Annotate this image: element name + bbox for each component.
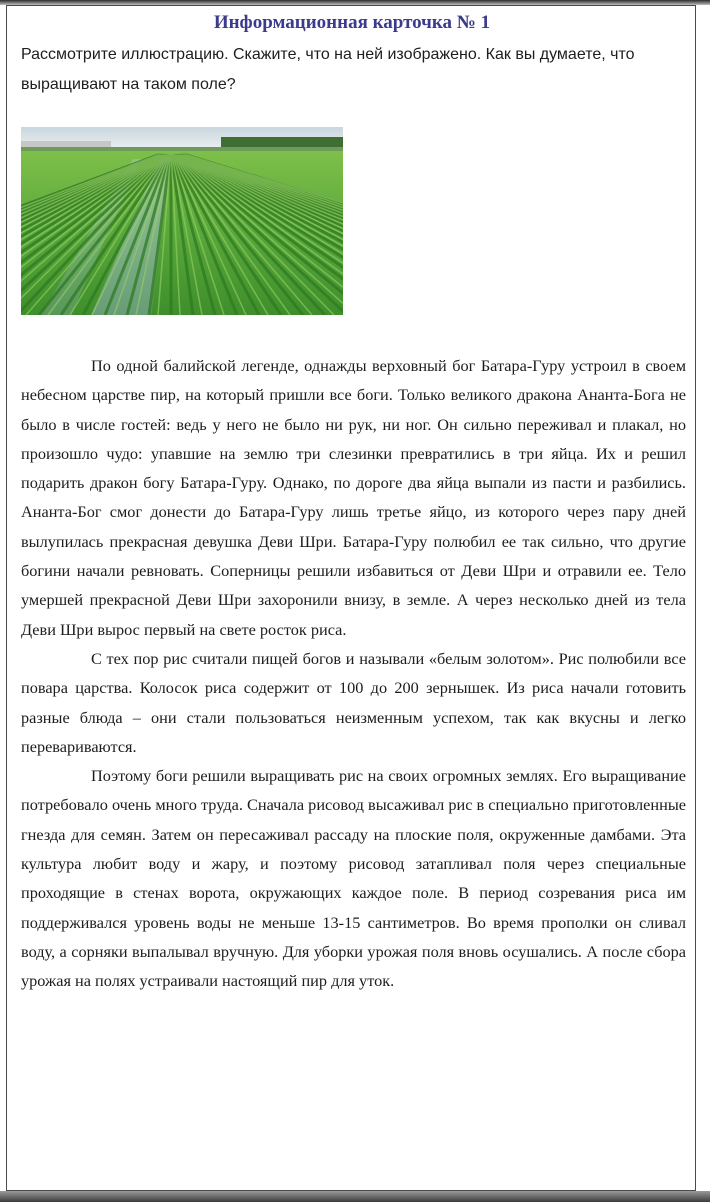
paragraph-cultivation: Поэтому боги решили выращивать рис на своих огромных землях. Его выращивание потребовало очень много труда. Сначала рисовод высаживал рис в специально приготовленные гнезда для семян. Затем он пересаживал рассаду на плоские поля, окруженные дамбами. Эта культура любит воду и жару, и поэтому рисовод затапливал поля через специальные проходящие в стенах ворота, окружающих каждое поле. В период созревания риса им поддерживался уровень воды не меньше 13-15 сантиметров. Во время прополки он сливал воду, а сорняки выпалывал вручную. Для уборки урожая поля вновь осушались. А после сбора урожая на полях устраивали настоящий пир для уток. (21, 766, 686, 991)
info-card (6, 5, 696, 1191)
card-title: Информационная карточка № 1 (213, 12, 491, 33)
card-question: Рассмотрите иллюстрацию. Скажите, что на ней изображено. Как вы думаете, что выращивают на таком поле? (21, 46, 635, 93)
paragraph-white-gold: С тех пор рис считали пищей богов и называли «белым золотом». Рис полюбили все повара царства. Колосок риса содержит от 100 до 200 зернышек. Из риса начали готовить разные блюда – они стали пользоваться неизменным успехом, так как вкусны и легко перевариваются. (21, 648, 686, 756)
rice-field-illustration (21, 127, 343, 315)
rice-field-photo (21, 127, 343, 315)
bottom-edge (0, 1191, 710, 1202)
paragraph-legend: По одной балийской легенде, однажды верховный бог Батара-Гуру устроил в своем небесном царстве пир, на который пришли все боги. Только великого дракона Ананта-Бога не было в числе гостей: ведь у него не было ни рук, ни ног. Он сильно переживал и плакал, но произошло чудо: упавшие на землю три слезинки превратились в три яйца. Их и решил подарить дракон богу Батара-Гуру. Однако, по дороге два яйца выпали из пасти и разбились. Ананта-Бог смог донести до Батара-Гуру лишь третье яйцо, из которого через пару дней вылупилась прекрасная девушка Деви Шри. Батара-Гуру полюбил ее так сильно, что другие богини начали ревновать. Соперницы решили избавиться от Деви Шри и отравили ее. Тело умершей прекрасной Деви Шри захоронили внизу, в земле. А через несколько дней из тела Деви Шри вырос первый на свете росток риса. (21, 356, 686, 639)
legend-text (21, 351, 686, 996)
